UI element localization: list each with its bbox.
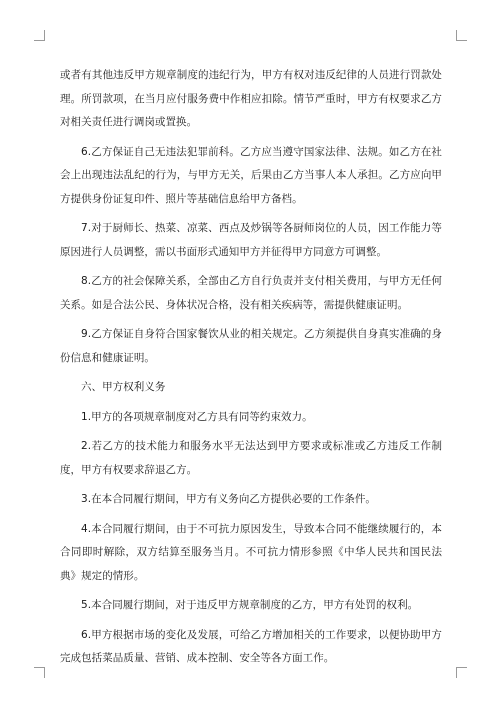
crop-mark-top-left — [34, 30, 45, 41]
paragraph-party-a-1: 1.甲方的各项规章制度对乙方具有同等约束效力。 — [81, 410, 313, 423]
paragraph-clause-9: 9.乙方保证自身符合国家餐饮从业的相关规定。乙方须提供自身真实准确的身份信息和健康证明。 — [60, 328, 442, 364]
paragraph-party-a-5: 5.本合同履行期间，对于违反甲方规章制度的乙方，甲方有处罚的权利。 — [81, 599, 419, 611]
crop-mark-bottom-right — [456, 667, 467, 678]
crop-mark-bottom-left — [34, 667, 45, 678]
paragraph-clause-7: 7.对于厨师长、热菜、凉菜、西点及炒锅等各厨师岗位的人员，因工作能力等原因进行人员调整，需以书面形式通知甲方并征得甲方同意方可调整。 — [60, 222, 442, 258]
paragraph-party-a-6: 6.甲方根据市场的变化及发展，可给乙方增加相关的工作要求，以便协助甲方完成包括菜品质量、营销、成本控制、安全等各方面工作。 — [60, 628, 442, 664]
paragraph-party-a-2: 2.若乙方的技术能力和服务水平无法达到甲方要求或标准或乙方违反工作制度，甲方有权要求辞退乙方。 — [60, 440, 442, 476]
paragraph-clause-6: 6.乙方保证自己无违法犯罪前科。乙方应当遵守国家法律、法规。如乙方在社会上出现违法乱纪的行为，与甲方无关，后果由乙方当事人本人承担。乙方应向甲方提供身份证复印件、照片等基础信息给甲方备档。 — [60, 145, 442, 205]
paragraph-clause-8: 8.乙方的社会保障关系，全部由乙方自行负责并支付相关费用，与甲方无任何关系。如是合法公民、身体状况合格，没有相关疾病等，需提供健康证明。 — [60, 275, 442, 311]
section-heading-party-a-rights: 六、甲方权利义务 — [81, 381, 166, 393]
paragraph-party-a-4: 4.本合同履行期间，由于不可抗力原因发生，导致本合同不能继续履行的，本合同即时解除，双方结算至服务当月。不可抗力情形参照《中华人民共和国民法典》规定的情形。 — [60, 522, 442, 582]
crop-mark-top-right — [456, 30, 467, 41]
paragraph-continuation: 或者有其他违反甲方规章制度的违纪行为，甲方有权对违反纪律的人员进行罚款处理。所罚款项，在当月应付服务费中作相应扣除。情节严重时，甲方有权要求乙方对相关责任进行调岗或置换。 — [60, 69, 442, 128]
document-body — [60, 64, 442, 677]
paragraph-party-a-3: 3.在本合同履行期间，甲方有义务向乙方提供必要的工作条件。 — [81, 493, 376, 505]
